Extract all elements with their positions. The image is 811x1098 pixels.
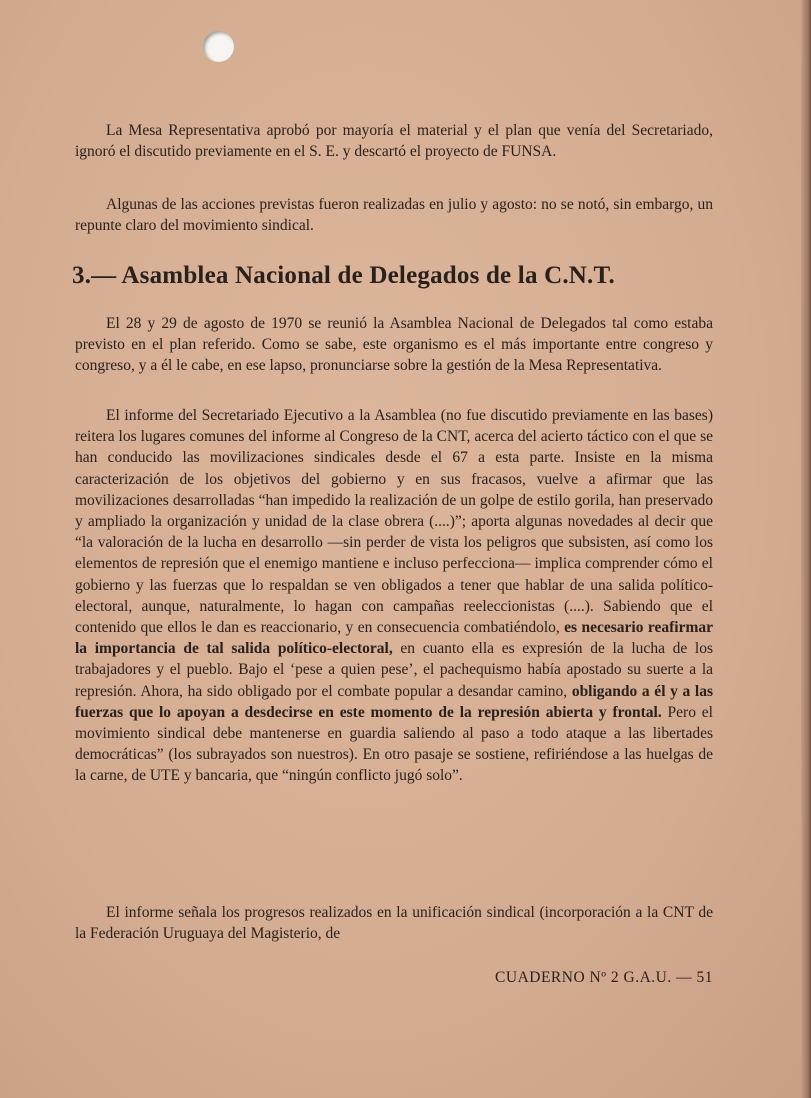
page-footer: CUADERNO Nº 2 G.A.U. — 51 [495,969,713,986]
paragraph-informe [75,405,713,787]
paragraph-acciones: Algunas de las acciones previstas fueron realizadas en julio y agosto: no se notó, sin embargo, un repunte claro del movimiento sindical. [75,196,713,235]
informe-emphasis-1: es necesario reafirmar la importancia de tal salida político-electoral, [75,619,713,658]
punch-hole [203,31,234,62]
paragraph-unificacion: El informe señala los progresos realizados en la unificación sindical (incorporación a la CNT de la Federación Uruguaya del Magisterio, de [75,904,713,943]
paragraph-mesa-representativa: La Mesa Representativa aprobó por mayoría el material y el plan que venía del Secretariado, ignoró el discutido previamente en el S. E. y descartó el proyecto de FUNSA. [75,122,713,161]
informe-text-e: Pero el movimiento sindical debe mantenerse en guardia saliendo al paso a todo ataque a las libertades democráticas” (los subrayados son nuestros). En otro pasaje se sostiene, refiriéndose a las huelgas de la carne, de UTE y bancaria, que “ningún conflicto jugó solo”. [75,703,713,785]
informe-text-c: en cuanto ella es expresión de la lucha de los trabajadores y el pueblo. Bajo el ‘pese a quien pese’, el pachequismo había apostado su suerte a la represión. Ahora, ha sido obligado por el combate popular a desandar camino, [75,640,713,700]
section-heading: 3.— Asamblea Nacional de Delegados de la C.N.T. [72,262,615,289]
informe-emphasis-2: obligando a él y a las fuerzas que lo apoyan a desdecirse en este momento de la represión abierta y frontal. [75,682,713,721]
informe-text-a: El informe del Secretariado Ejecutivo a la Asamblea (no fue discutido previamente en las bases) reitera los lugares comunes del informe al Congreso de la CNT, acerca del acierto táctico con el que se han conducido las movilizaciones sindicales desde el 67 a esta parte. Insiste en la misma caracterización de los objetivos del gobierno y en sus fracasos, vuelve a afirmar que las movilizaciones desarrolladas “han impedido la realización de un golpe de estilo gorila, han preservado y ampliado la organización y unidad de la clase obrera (....)”; aporta algunas novedades al decir que “la valoración de la lucha en desarrollo —sin perder de vista los peligros que subsisten, así como los elementos de represión que el enemigo mantiene e incluso perfecciona— implica comprender cómo el gobierno y las fuerzas que lo respaldan se ven obligados a tener que hablar de una salida político-electoral, aunque, naturalmente, lo hagan con campañas reeleccionistas (....). Sabiendo que el contenido que ellos le dan es reaccionario, y en consecuencia combatiéndolo, [75,407,713,637]
paragraph-asamblea: El 28 y 29 de agosto de 1970 se reunió la Asamblea Nacional de Delegados tal como estaba previsto en el plan referido. Como se sabe, este organismo es el más importante entre congreso y congreso, y a él le cabe, en ese lapso, pronunciarse sobre la gestión de la Mesa Representativa. [75,315,713,375]
page-edge [801,0,811,1098]
